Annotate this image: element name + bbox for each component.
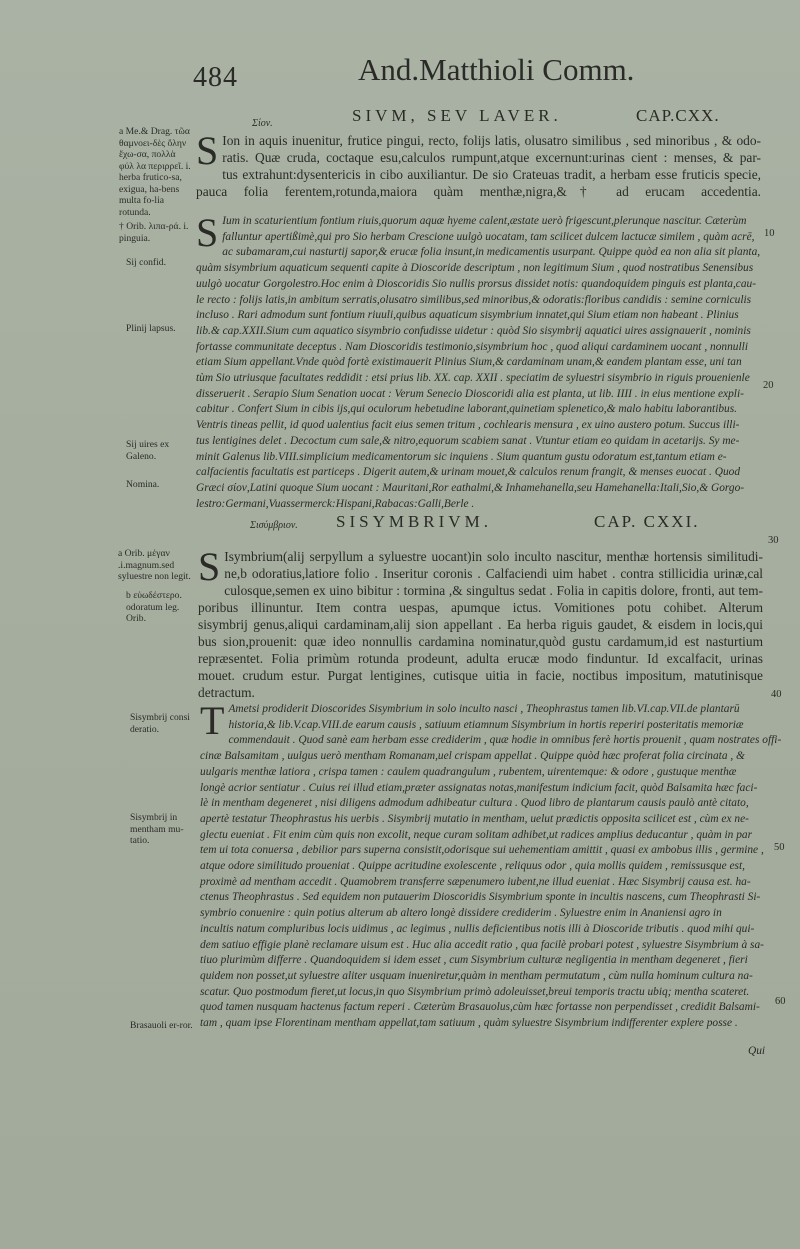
commentary-line: lib.& cap.XXII.Sium cum aquatico sisymbrio confudisse uidetur : quòd Sio sisymbrij aquatici uires assignauerit , nominis xyxy=(196,324,751,337)
commentary-line: Ventris tineas pellit, id quod ualentius facit eius semen tritum , cochlearis mensura , ex uino austero potum. Succus illi- xyxy=(196,419,740,432)
margin-note: Sij confid. xyxy=(126,257,166,268)
commentary-line: apertè testatur Theophrastus his uerbis . Sisymbrij mutatio in mentham, uelut prædictis opposita scilicet est , cùm ex ne- xyxy=(200,812,749,825)
commentary-line: ctenus Theophrastus . Sed equidem non putauerim Dioscoridis Sisymbrium sponte in incultis nascens, cum Theophrasti Si- xyxy=(200,891,761,904)
text-line: detractum. xyxy=(198,685,255,700)
margin-note: a Orib. μέγαν .i.magnum.sed syluestre non legit. xyxy=(118,548,191,582)
margin-note: † Orib. λιπα-ρά. i. pinguia. xyxy=(119,221,189,244)
page-number: 484 xyxy=(193,62,238,93)
commentary-line: commendauit . Quod sanè eam herbam esse crediderim , quæ hodie in omnibus ferè hortis prouenit , quam nostrates offi- xyxy=(228,734,782,747)
margin-note: Nomina. xyxy=(126,479,160,490)
margin-note: Sisymbrij consi deratio. xyxy=(130,712,190,735)
commentary-line: tùm Sio utriusque facultates reddidit : etsi prius lib. XX. cap. XXII . speciatim de syluestri sisymbrio in riguis prouenienle xyxy=(196,372,750,385)
commentary-line: uulgaris menthæ latiora , crispa tamen : caulem quadrangulum , rubentem, uirentemque: & odore , gustuque menthæ xyxy=(200,765,737,778)
commentary-line: tiuo plurimùm differre . Quandoquidem si idem esset , cum Sisymbrium culturæ negligentia in mentham degeneret , fieri xyxy=(200,954,748,967)
commentary-line: minit Galenus lib.VIII.simplicium medicamentorum sic inquiens . Sium quantum gustu odoratum est,tantum etiam e- xyxy=(196,450,727,463)
text-line: sisymbrij genus,aliqui cardaminam,alij sion appellant . Ea herba riguis gaudet, & eisdem in locis,qui xyxy=(198,617,763,632)
commentary-line: symbrio conuenire : quin potius alterum ab altero longè dissidere crediderim . Syluestre enim in Ananiensi agro in xyxy=(200,907,722,920)
drop-cap: S xyxy=(196,128,219,173)
chapter-title: SISYMBRIVM. xyxy=(336,512,492,531)
text-line: culosque,semen ex uino bibitur : tormina ,& singultus sedat . Folia in capitis dolore, fronti, aut tem- xyxy=(224,583,763,598)
commentary-line: quàm sisymbrium aquaticum sequenti capite à Dioscoride descriptum , non legitimum Sium , quod nostratibus Senensibus xyxy=(196,262,754,275)
text-line: mouet. crudum estur. Purgat lentigines, cutisque uitia in facie, noctibus impositum, matutinisque xyxy=(198,668,763,683)
commentary-line: scatur. Quo postmodum fieret,ut locus,in quo Sisymbrium primò adoleuisset,breui temporis tractu ubiq; mentha scateret. xyxy=(200,985,750,998)
catchword: Qui xyxy=(748,1045,766,1057)
margin-note: Plinij lapsus. xyxy=(126,323,176,334)
main-text-block xyxy=(196,128,761,200)
margin-note: Sisymbrij in mentham mu-tatio. xyxy=(130,812,184,846)
commentary-line: ac subamaram,cui nasturtij sapor,& erucæ folia insunt,in medicamentis usurpant. Quippe quòd ea non alia sit planta, xyxy=(222,246,761,259)
text-line: ne,b odoratius,latiore folio . Inseritur coronis . Calfaciendi uim habet . contra stillicidia urinæ,cal xyxy=(224,566,763,581)
commentary-line: uulgò uocatur Gorgolestro.Hoc enim à Dioscoridis Sio nullis prorsus dissidet notis: quandoquidem pinguis est planta,cau- xyxy=(196,277,757,290)
margin-note: a Me.& Drag. τῶα θαμνοει-δὲς ὄλην ἔχω-σα, πολλὰ φύλ λα περιρρεῖ. i. herba frutico-sa, exigua, ha-bens multa fo-lia rotunda. xyxy=(119,126,191,218)
commentary-line: atque odore similitudo proueniat . Quippe acritudine exolescente , reliquus odor , quia mollis quidem , remissusque est, xyxy=(200,860,745,873)
commentary-line: Ametsi prodiderit Dioscorides Sisymbrium in solo inculto nasci , Theophrastus tamen lib.VI.cap.VII.de plantarū xyxy=(228,703,740,715)
commentary-line: quidem non posset,ut syluestre aliter usquam inueniretur,quàm in mentham permutatum , cùm nulla hominum cultura na- xyxy=(200,969,753,982)
commentary-line: fortasse communitate deceptus . Nam Dioscoridis testimonio,sisymbrium hoc , quod aliqui cardaminem uocant , nonnulli xyxy=(196,340,748,353)
commentary-line: lè in mentham degeneret , nisi diligens admodum adhibeatur cultura . Quod libro de plantarum causis paulò antè citato, xyxy=(200,797,749,810)
line-number: 30 xyxy=(768,535,779,546)
commentary-line: Græci σίον,Latini quoque Sium uocant : Mauritani,Ror eathalmi,& Inhamehanella,seu Hamehanella:Itali,Sio,& Gorgo- xyxy=(196,481,745,494)
drop-cap: S xyxy=(198,544,221,589)
text-line: pauca folia ferentem,rotunda,maiora quàm menthæ,nigra,&† ad erucam accedentia. xyxy=(196,184,761,199)
line-number: 10 xyxy=(764,228,775,239)
commentary-line: lestro:Germani,Vuassermerck:Hispani,Rabacas:Galli,Berle . xyxy=(196,497,475,510)
text-line: Ion in aquis inuenitur, frutice pingui, recto, folijs latis, olusatro similibus , sed minoribus , & odo- xyxy=(222,133,761,148)
text-line: repræsentet. Folia primùm rotunda prodeunt, adulta erucæ modo finduntur. Id excalfacit, urinas xyxy=(198,651,763,666)
chapter-number: CAP.CXX. xyxy=(636,106,720,125)
text-line: bus sion,prouenit: quæ ideo nonnullis cardamina nominatur,quòd gustu cardamum,id est nasturtium xyxy=(198,634,763,649)
commentary-line: cinæ Balsamitam , uulgus uerò mentham Romanam,uel crispam appellat . Quippe quòd hæc proferat folia circinata , & xyxy=(200,750,745,763)
text-line: Isymbrium(alij serpyllum a syluestre uocant)in solo inculto nascitur, menthæ hortensis similitudi- xyxy=(224,549,763,564)
commentary-line: proximè ad mentham accedit . Quamobrem transferre sæpenumero iubent,ne illud eueniat . Hæc Sisymbrij causa est. ha- xyxy=(200,875,751,888)
main-text-block xyxy=(198,544,763,701)
commentary-line: calfacientis facultatis est particeps . Digerit autem,& urinam mouet,& calculos renum frangit, & menses euocat . Quod xyxy=(196,466,741,479)
commentary-line: tam , quam ipse Florentinam mentham appellat,tam satiuum , quàm syluestre Sisymbrium indifferenter explere posse . xyxy=(200,1017,738,1030)
commentary-block xyxy=(196,210,761,512)
commentary-line: dem satiuo effigie planè reclamare uisum est . Huc alia accedit ratio , qua facilè probari potest , syluestre Sisymbrium à sa- xyxy=(200,938,764,951)
commentary-line: historia,& lib.V.cap.VIII.de earum causis , satiuum etiamnum Sisymbrium in hortis reperiri posteritatis memoriæ xyxy=(228,718,744,731)
margin-note: Sij uires ex Galeno. xyxy=(126,439,170,462)
line-number: 20 xyxy=(763,380,774,391)
greek-heading: Σίον. xyxy=(252,118,273,129)
chapter-title: SIVM, SEV LAVER. xyxy=(352,106,562,125)
text-line: poribus illinuntur. Item contra uespas, apumque ictus. Vomitiones potu cohibet. Alterum xyxy=(198,600,763,615)
text-line: tus extrahunt:dysentericis in cibo auxiliantur. De sio Crateuas tradit, a herbam esse fruticis specie, xyxy=(222,167,761,182)
margin-note: Brasauoli er-ror. xyxy=(130,1020,193,1031)
commentary-line: incultis natum compluribus locis uidimus , ac legimus , nullis deficientibus notis illi à Dioscoride tributis . quod mihi qui- xyxy=(200,922,755,935)
line-number: 60 xyxy=(775,996,786,1007)
commentary-line: falluntur apertißimè,qui pro Sio herbam Crescione uulgò uocatam, tam scilicet dulcem lactucæ similem , quàm acrē, xyxy=(222,230,755,243)
margin-note: b εὐωδέστερο. odoratum leg. Orib. xyxy=(126,590,182,624)
drop-cap: T xyxy=(200,698,225,743)
commentary-line: Ium in scaturientium fontium riuis,quorum aquæ hyeme calent,æstate uerò frigescunt,plerunque nascitur. Cæterùm xyxy=(222,215,747,227)
commentary-line: tus lentigines delet . Decoctum cum sale,& nitro,equorum scabiem sanat . Vtuntur etiam eo quidam in acetarijs. Sy me- xyxy=(196,434,740,447)
line-number: 50 xyxy=(774,842,785,853)
greek-heading: Σισύμβριον. xyxy=(250,520,298,531)
commentary-line: longè acrior sentiatur . Cuius rei illud etiam,præter assignatas notas,manifestum indicium facit, quòd Balsamita hæc faci- xyxy=(200,781,758,794)
drop-cap: S xyxy=(196,210,219,255)
commentary-line: tem ui tota conuersa , debilior pars superna consistit,odorisque sui uehementiam amittit , quasi ex ambobus illis , germine , xyxy=(200,844,764,857)
commentary-line: le recto : folijs latis,in ambitum serratis,olusatro similibus,sed minoribus,& odoratis:floribus candidis : semine corniculis xyxy=(196,293,752,306)
commentary-line: quod tamen nusquam hactenus factum reperi . Cæterùm Brasauolus,cùm hæc fortasse non perpendisset , credidit Balsami- xyxy=(200,1001,760,1014)
commentary-line: glectu eueniat . Fit enim cùm quis non excolit, neque curam solitam adhibet,ut radices amplius deducantur , quàm in par xyxy=(200,828,753,841)
commentary-line: incluso . Rari admodum sunt fontium riuuli,quibus aquaticum sisymbrium innatet,qui Sium etiam non habeant . Plinius xyxy=(196,309,739,322)
commentary-line: cabitur . Confert Sium in cibis ijs,qui oculorum hebetudine laborant,quinetiam splenetico,& malo habitu laborantibus. xyxy=(196,403,738,416)
running-head: And.Matthioli Comm. xyxy=(358,52,635,87)
text-line: ratis. Quæ cruda, coctaque esu,calculos rumpunt,atque excernunt:urinas cient : menses, & par- xyxy=(222,150,761,165)
chapter-number: CAP. CXXI. xyxy=(594,512,700,531)
commentary-line: etiam Sium appellant.Vnde quòd fortè existimauerit Plinius Sium,& cardaminam unam,& eandem plantam esse, uni tan xyxy=(196,356,742,369)
line-number: 40 xyxy=(771,689,782,700)
commentary-line: disseruerit . Serapio Sium Senation uocat : Verum Senecio Dioscoridi alia est planta, ut lib. IIII . in eius mentione expli- xyxy=(196,387,744,400)
